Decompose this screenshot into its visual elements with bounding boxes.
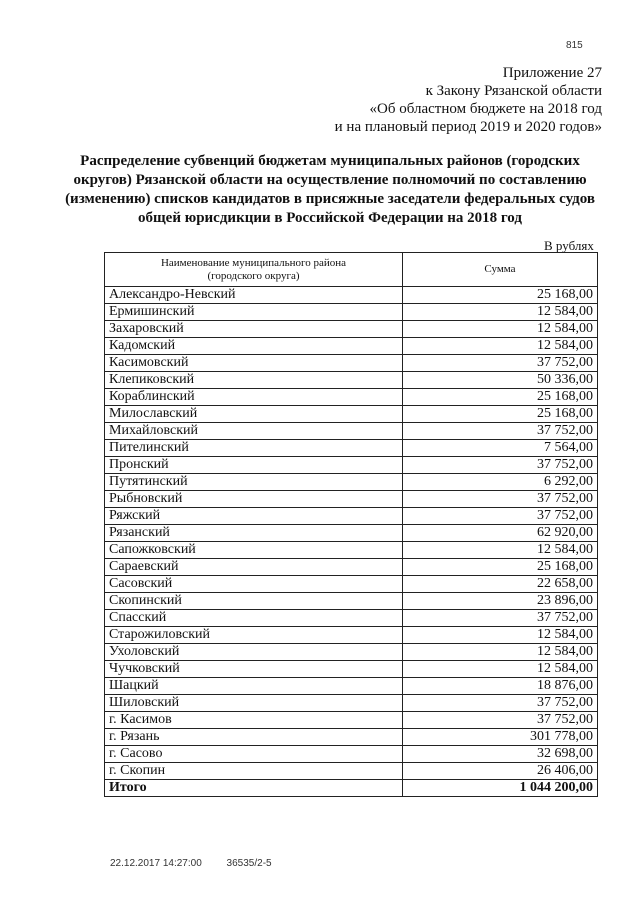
table-row xyxy=(105,695,598,712)
municipality-sum: 12 584,00 xyxy=(403,627,598,644)
municipality-sum: 7 564,00 xyxy=(403,440,598,457)
table-row xyxy=(105,508,598,525)
appendix-line: Приложение 27 xyxy=(502,65,602,81)
municipality-sum: 50 336,00 xyxy=(403,372,598,389)
municipality-sum: 12 584,00 xyxy=(403,338,598,355)
municipality-sum: 37 752,00 xyxy=(403,695,598,712)
appendix-line: к Закону Рязанской области xyxy=(425,83,602,99)
municipality-sum: 25 168,00 xyxy=(403,287,598,304)
total-sum: 1 044 200,00 xyxy=(403,780,598,797)
document-title xyxy=(50,152,610,228)
municipality-name: г. Скопин xyxy=(105,763,403,780)
municipality-sum: 12 584,00 xyxy=(403,321,598,338)
appendix-line: «Об областном бюджете на 2018 год xyxy=(369,101,602,117)
municipality-name: Скопинский xyxy=(105,593,403,610)
municipality-name: Клепиковский xyxy=(105,372,403,389)
municipality-name: Ухоловский xyxy=(105,644,403,661)
table-row xyxy=(105,678,598,695)
municipality-name: г. Сасово xyxy=(105,746,403,763)
municipality-name: Касимовский xyxy=(105,355,403,372)
municipality-sum: 25 168,00 xyxy=(403,406,598,423)
table-row xyxy=(105,729,598,746)
municipality-sum: 6 292,00 xyxy=(403,474,598,491)
municipality-name: Сасовский xyxy=(105,576,403,593)
header-sum: Сумма xyxy=(403,253,598,287)
table-row xyxy=(105,661,598,678)
footer xyxy=(110,858,294,869)
municipality-name: Спасский xyxy=(105,610,403,627)
table-row xyxy=(105,763,598,780)
title-line: округов) Рязанской области на осуществление полномочий по составлению xyxy=(73,172,587,188)
footer-timestamp: 22.12.2017 14:27:00 xyxy=(110,858,202,869)
municipality-name: Михайловский xyxy=(105,423,403,440)
municipality-sum: 37 752,00 xyxy=(403,712,598,729)
table-row xyxy=(105,321,598,338)
header-municipality xyxy=(105,253,403,287)
municipality-name: Александро-Невский xyxy=(105,287,403,304)
municipality-sum: 37 752,00 xyxy=(403,355,598,372)
subvention-table xyxy=(104,252,598,797)
municipality-name: Сараевский xyxy=(105,559,403,576)
municipality-name: Шиловский xyxy=(105,695,403,712)
table-row xyxy=(105,457,598,474)
municipality-name: г. Рязань xyxy=(105,729,403,746)
municipality-name: Шацкий xyxy=(105,678,403,695)
table-row xyxy=(105,338,598,355)
table-header-row xyxy=(105,253,598,287)
table-row xyxy=(105,712,598,729)
municipality-name: Рыбновский xyxy=(105,491,403,508)
table-row xyxy=(105,423,598,440)
municipality-sum: 62 920,00 xyxy=(403,525,598,542)
municipality-name: Чучковский xyxy=(105,661,403,678)
municipality-name: г. Касимов xyxy=(105,712,403,729)
table-row xyxy=(105,304,598,321)
header-municipality-line2: (городского округа) xyxy=(207,269,300,282)
table-row xyxy=(105,440,598,457)
title-line: (изменению) списков кандидатов в присяжные заседатели федеральных судов xyxy=(65,191,595,207)
table-row xyxy=(105,525,598,542)
municipality-name: Сапожковский xyxy=(105,542,403,559)
municipality-name: Кораблинский xyxy=(105,389,403,406)
municipality-name: Захаровский xyxy=(105,321,403,338)
table-row xyxy=(105,542,598,559)
municipality-sum: 12 584,00 xyxy=(403,542,598,559)
municipality-sum: 25 168,00 xyxy=(403,389,598,406)
appendix-reference xyxy=(335,64,602,136)
page-number: 815 xyxy=(566,40,583,51)
municipality-sum: 12 584,00 xyxy=(403,661,598,678)
municipality-sum: 23 896,00 xyxy=(403,593,598,610)
municipality-sum: 37 752,00 xyxy=(403,491,598,508)
municipality-name: Пронский xyxy=(105,457,403,474)
title-line: общей юрисдикции в Российской Федерации на 2018 год xyxy=(138,210,522,226)
table-row xyxy=(105,372,598,389)
municipality-sum: 18 876,00 xyxy=(403,678,598,695)
municipality-name: Рязанский xyxy=(105,525,403,542)
table-row xyxy=(105,644,598,661)
header-municipality-line1: Наименование муниципального района xyxy=(160,256,347,269)
municipality-sum: 22 658,00 xyxy=(403,576,598,593)
municipality-sum: 37 752,00 xyxy=(403,457,598,474)
table-row xyxy=(105,627,598,644)
municipality-name: Ермишинский xyxy=(105,304,403,321)
appendix-line: и на плановый период 2019 и 2020 годов» xyxy=(334,119,602,135)
unit-label: В рублях xyxy=(544,238,594,253)
municipality-sum: 32 698,00 xyxy=(403,746,598,763)
municipality-sum: 301 778,00 xyxy=(403,729,598,746)
title-line: Распределение субвенций бюджетам муниципальных районов (городских xyxy=(80,153,580,169)
table-row xyxy=(105,746,598,763)
table-row xyxy=(105,355,598,372)
footer-doc-code: 36535/2-5 xyxy=(226,858,272,869)
municipality-name: Кадомский xyxy=(105,338,403,355)
table-row xyxy=(105,287,598,304)
municipality-sum: 25 168,00 xyxy=(403,559,598,576)
municipality-sum: 26 406,00 xyxy=(403,763,598,780)
municipality-sum: 12 584,00 xyxy=(403,644,598,661)
total-row xyxy=(105,780,598,797)
table-row xyxy=(105,610,598,627)
table-row xyxy=(105,406,598,423)
municipality-sum: 37 752,00 xyxy=(403,508,598,525)
municipality-name: Пителинский xyxy=(105,440,403,457)
table-row xyxy=(105,593,598,610)
table-row xyxy=(105,389,598,406)
municipality-name: Старожиловский xyxy=(105,627,403,644)
municipality-sum: 37 752,00 xyxy=(403,423,598,440)
municipality-name: Милославский xyxy=(105,406,403,423)
municipality-name: Ряжский xyxy=(105,508,403,525)
table-row xyxy=(105,576,598,593)
municipality-sum: 37 752,00 xyxy=(403,610,598,627)
municipality-name: Путятинский xyxy=(105,474,403,491)
table-row xyxy=(105,474,598,491)
total-label: Итого xyxy=(105,780,403,797)
municipality-sum: 12 584,00 xyxy=(403,304,598,321)
table-row xyxy=(105,491,598,508)
table-row xyxy=(105,559,598,576)
